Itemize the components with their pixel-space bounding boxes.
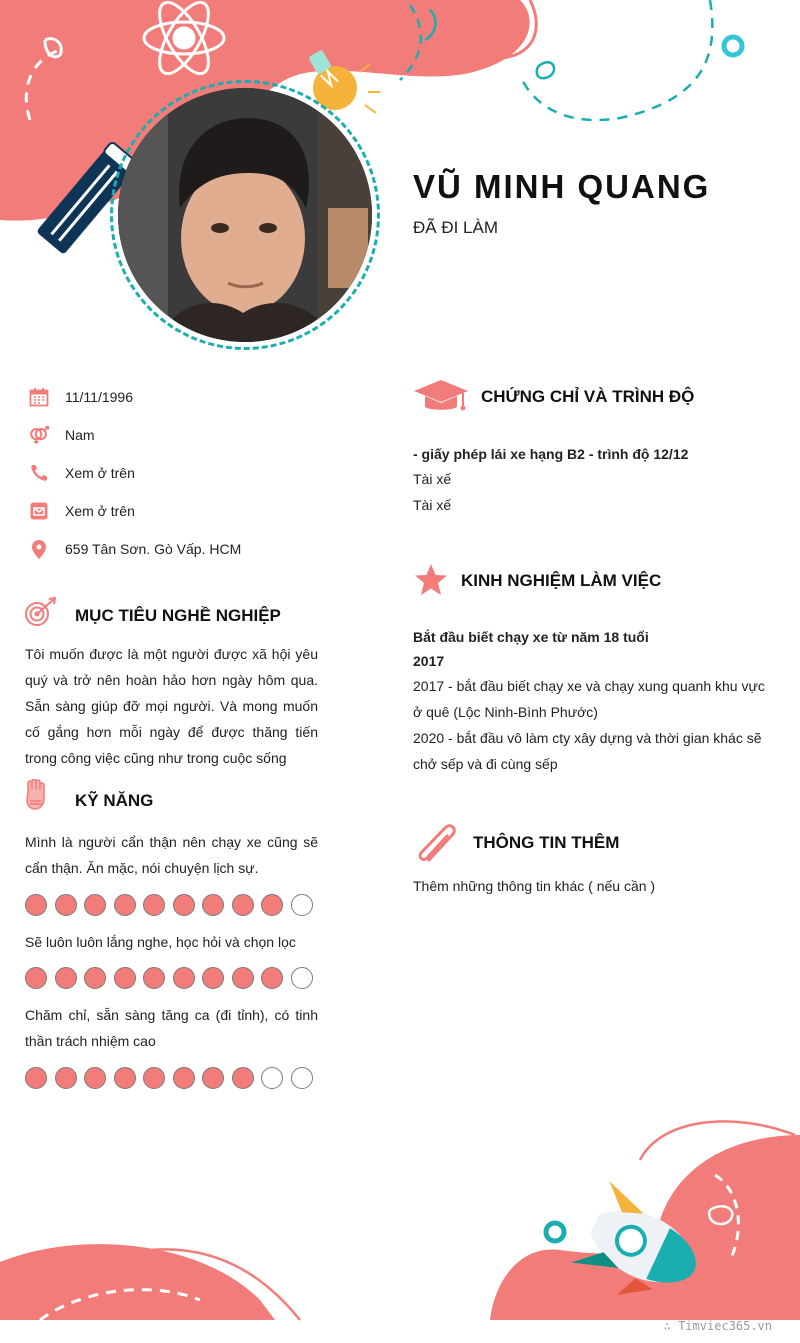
phone-icon bbox=[28, 462, 50, 484]
phone-text: Xem ở trên bbox=[65, 465, 135, 481]
rating-dot-empty bbox=[291, 894, 313, 916]
rating-dot-filled bbox=[173, 1067, 195, 1089]
rating-dot-filled bbox=[232, 1067, 254, 1089]
contact-address bbox=[28, 537, 242, 561]
watermark: ∴ Timviec365.vn bbox=[663, 1319, 772, 1333]
rating-dot-filled bbox=[143, 894, 165, 916]
star-icon bbox=[413, 562, 449, 598]
teal-dot-icon bbox=[546, 1223, 564, 1241]
objective-text: Tôi muốn được là một người được xã hội yêu quý và trở nên hoàn hảo hơn ngày hôm qua. Sẵn sàng giúp đỡ mọi người. Và mong muốn cố gắng hơn mỗi ngày để được thăng tiến trong công việc cũng như trong cuộc sống bbox=[25, 646, 318, 766]
email-text: Xem ở trên bbox=[65, 503, 135, 519]
rating-dot-filled bbox=[261, 967, 283, 989]
skill-text-3: Chăm chỉ, sẵn sàng tăng ca (đi tỉnh), có tinh thần trách nhiệm cao bbox=[25, 1007, 318, 1049]
rating-dot-filled bbox=[25, 1067, 47, 1089]
rating-dot-filled bbox=[173, 967, 195, 989]
avatar bbox=[118, 88, 372, 342]
rating-dot-filled bbox=[202, 1067, 224, 1089]
teal-ring-icon bbox=[724, 37, 742, 55]
graduation-cap-icon bbox=[413, 378, 469, 414]
rating-dot-filled bbox=[202, 967, 224, 989]
rating-dot-filled bbox=[173, 894, 195, 916]
certificate-line-1: Tài xế bbox=[413, 471, 452, 487]
certificate-heading: - giấy phép lái xe hạng B2 - trình độ 12/12 bbox=[413, 446, 689, 462]
calendar-icon bbox=[28, 386, 50, 408]
rating-dot-filled bbox=[84, 967, 106, 989]
experience-year: 2017 bbox=[413, 653, 445, 669]
rating-dot-filled bbox=[84, 1067, 106, 1089]
birthday-text: 11/11/1996 bbox=[65, 389, 133, 405]
rating-dot-filled bbox=[25, 894, 47, 916]
candidate-name: VŨ MINH QUANG bbox=[413, 168, 711, 205]
rating-dot-filled bbox=[114, 1067, 136, 1089]
rating-dot-filled bbox=[232, 967, 254, 989]
experience-line-4: chở sếp và đi cùng sếp bbox=[413, 756, 558, 772]
objective-title: MỤC TIÊU NGHỀ NGHIỆP bbox=[75, 606, 281, 625]
rating-dot-filled bbox=[84, 894, 106, 916]
rating-dot-empty bbox=[291, 1067, 313, 1089]
rating-dot-filled bbox=[25, 967, 47, 989]
rating-dot-filled bbox=[143, 1067, 165, 1089]
experience-title: KINH NGHIỆM LÀM VIỆC bbox=[461, 571, 662, 590]
rating-dot-filled bbox=[261, 894, 283, 916]
skill-rating-1 bbox=[25, 894, 313, 916]
contact-email bbox=[28, 499, 135, 523]
experience-line-1: 2017 - bắt đầu biết chạy xe và chạy xung quanh khu vực bbox=[413, 678, 765, 694]
rating-dot-empty bbox=[291, 967, 313, 989]
hand-icon bbox=[24, 779, 48, 811]
certificates-title: CHỨNG CHỈ VÀ TRÌNH ĐỘ bbox=[481, 387, 695, 406]
certificate-line-2: Tài xế bbox=[413, 497, 452, 513]
gender-text: Nam bbox=[65, 427, 95, 443]
contact-phone bbox=[28, 461, 135, 485]
rating-dot-filled bbox=[114, 894, 136, 916]
target-icon bbox=[24, 597, 58, 629]
experience-heading: Bắt đầu biết chạy xe từ năm 18 tuổi bbox=[413, 629, 649, 645]
bottom-left-blob bbox=[0, 1244, 275, 1320]
rating-dot-filled bbox=[232, 894, 254, 916]
rating-dot-filled bbox=[55, 894, 77, 916]
contact-gender bbox=[28, 423, 95, 447]
experience-line-2: ở quê (Lộc Ninh-Bình Phước) bbox=[413, 704, 598, 720]
rating-dot-filled bbox=[143, 967, 165, 989]
skills-title: KỸ NĂNG bbox=[75, 791, 154, 810]
extra-title: THÔNG TIN THÊM bbox=[473, 833, 620, 852]
rating-dot-filled bbox=[202, 894, 224, 916]
skill-text-1: Mình là người cẩn thận nên chạy xe cũng sẽ cẩn thận. Ăn mặc, nói chuyện lịch sự. bbox=[25, 834, 318, 876]
skill-rating-2 bbox=[25, 967, 313, 989]
paperclip-icon bbox=[415, 822, 459, 864]
rating-dot-filled bbox=[114, 967, 136, 989]
rating-dot-filled bbox=[55, 1067, 77, 1089]
gender-icon bbox=[28, 424, 50, 446]
extra-text: Thêm những thông tin khác ( nếu cần ) bbox=[413, 878, 656, 894]
rating-dot-empty bbox=[261, 1067, 283, 1089]
candidate-position: ĐÃ ĐI LÀM bbox=[413, 218, 499, 237]
email-icon bbox=[28, 500, 50, 522]
location-icon bbox=[28, 538, 50, 560]
skill-rating-3 bbox=[25, 1067, 313, 1089]
experience-line-3: 2020 - bắt đầu vô làm cty xây dựng và thời gian khác sẽ bbox=[413, 730, 762, 746]
address-text: 659 Tân Sơn. Gò Vấp. HCM bbox=[65, 541, 242, 557]
rating-dot-filled bbox=[55, 967, 77, 989]
contact-birthday bbox=[28, 385, 133, 409]
skill-text-2: Sẽ luôn luôn lắng nghe, học hỏi và chọn lọc bbox=[25, 934, 296, 950]
